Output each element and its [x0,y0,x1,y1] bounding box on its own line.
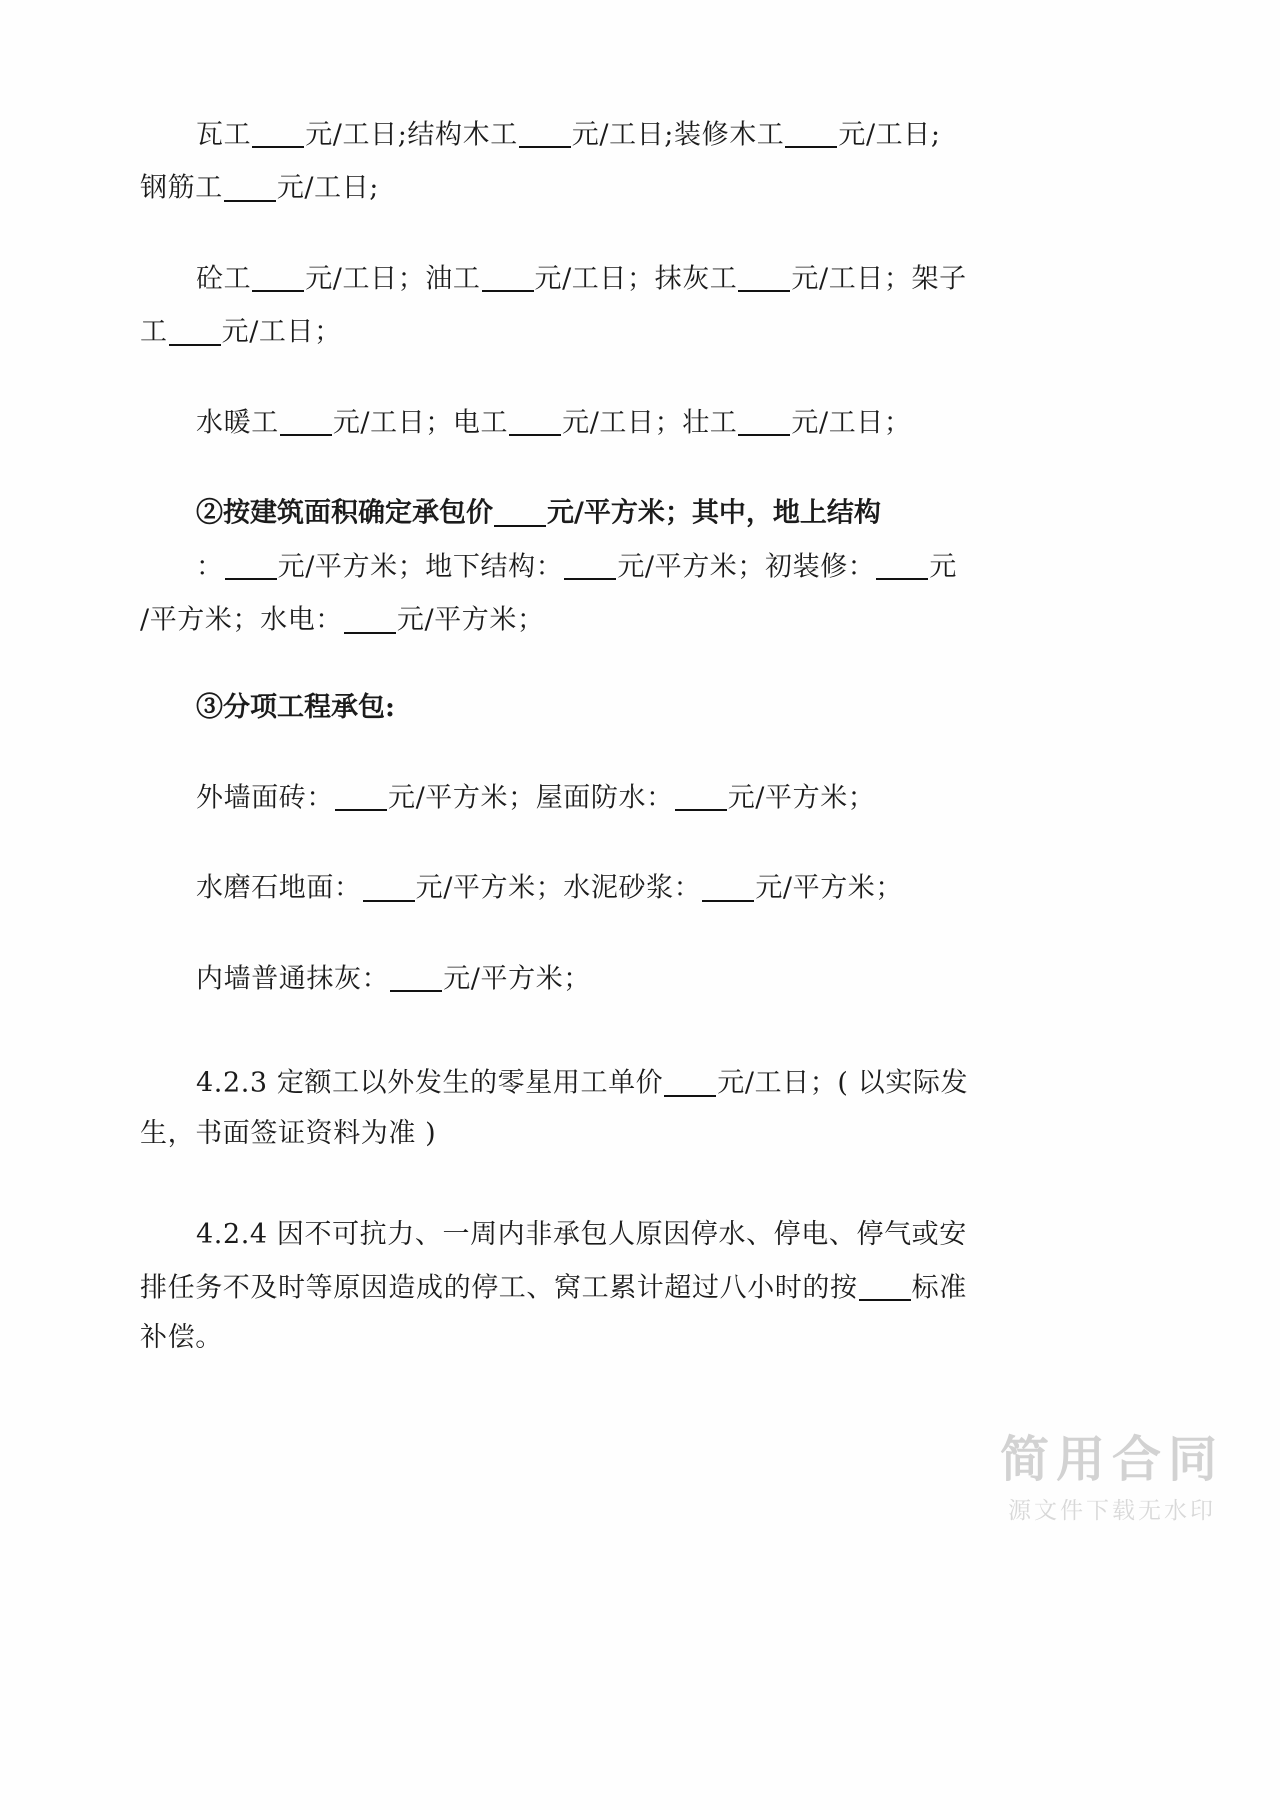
document-body [0,118,1280,1354]
text-line [140,781,1140,814]
paragraph-spacer [140,202,1140,262]
label-clause-424-standard: 标准 [911,1272,967,1304]
label-unit-per-workday-2: 元/工日; [276,172,380,204]
blank-field-compensation-standard[interactable] [859,1271,911,1301]
paragraph-spacer [140,1147,1140,1221]
blank-field-electrician[interactable] [509,406,561,436]
blank-field-interior-wall-plaster[interactable] [390,962,442,992]
paragraph-spacer [140,346,1140,406]
label-plasterer: 元/工日；抹灰工 [534,263,738,295]
label-clause-423-text: 4.2.3 定额工以外发生的零星用工单价 [196,1067,664,1099]
label-scaffolder-end: 工 [140,316,168,348]
blank-field-finish-carpenter[interactable] [785,118,837,148]
label-unit-per-sqm-3: 元/平方米； [755,872,904,904]
label-roof-waterproofing: 元/平方米；屋面防水： [388,782,674,814]
label-concrete-worker: 砼工 [196,263,252,295]
label-terrazzo-floor: 水磨石地面： [196,872,362,904]
watermark-brand: 简用合同 [999,1430,1224,1488]
blank-field-water-electric[interactable] [344,603,396,633]
paragraph-spacer [140,634,1140,694]
paragraph-spacer [140,436,1140,496]
label-tile-worker: 瓦工 [196,119,252,151]
label-scaffolder-start: 元/工日；架子 [791,263,967,295]
text-line [140,1218,1140,1250]
text-line [140,315,1140,348]
label-clause-423-tail: 元/工日；( 以实际发 [717,1067,969,1099]
label-painter: 元/工日；油工 [305,263,481,295]
text-line [140,550,1140,583]
label-unit-per-sqm-4: 元/平方米； [443,963,591,995]
label-item-2-heading: ②按建筑面积确定承包价 [196,497,493,529]
paragraph-item-3-line-1 [140,781,1140,814]
label-clause-424-line-2: 排任务不及时等原因造成的停工、窝工累计超过八小时的按 [140,1272,858,1304]
label-item-2-above-ground: 元/平方米；其中，地上结构 [547,497,881,529]
label-cement-mortar: 元/平方米；水泥砂浆： [415,872,702,904]
text-line: 生，书面签证资料为准 ) [140,1117,437,1149]
text-line [140,171,1140,204]
label-unit-per-workday-1: 元/工日; [838,119,941,151]
paragraph-clause-424 [140,1218,1140,1354]
paragraph-spacer [140,902,1140,962]
text-line [140,1066,1140,1099]
label-above-ground-colon: ： [196,551,224,583]
label-basic-decoration: 元/平方米；初装修： [617,551,876,583]
paragraph-item-2 [140,496,1140,636]
paragraph-labor-rates-3 [140,406,1140,439]
paragraph-clause-423 [140,1066,1140,1149]
label-unit-per-workday-4: 元/工日； [791,407,912,439]
blank-field-contract-price-per-sqm[interactable] [494,496,546,526]
blank-field-structural-carpenter[interactable] [519,118,571,148]
label-clause-424-line-1: 4.2.4 因不可抗力、一周内非承包人原因停水、停电、停气或安 [196,1218,967,1250]
text-line [140,691,1140,723]
blank-field-plasterer[interactable] [738,262,790,292]
label-unit-yuan: 元 [929,551,958,583]
watermark-note: 源文件下载无水印 [1007,1497,1216,1524]
label-below-ground: 元/平方米；地下结构： [277,551,564,583]
text-line [140,871,1140,904]
label-electrician: 元/工日；电工 [332,407,509,439]
label-structural-carpenter: 元/工日;结构木工 [305,119,518,151]
blank-field-below-ground-structure[interactable] [564,550,616,580]
blank-field-painter[interactable] [482,262,534,292]
blank-field-plumbing-heating-worker[interactable] [280,406,332,436]
paragraph-labor-rates-2 [140,262,1140,346]
watermark [999,1430,1224,1524]
label-plumbing-heating-worker: 水暖工 [196,407,279,439]
label-rebar-worker: 钢筋工 [140,172,223,204]
blank-field-above-ground-structure[interactable] [225,550,277,580]
text-line [140,496,1140,529]
label-unit-per-workday-3: 元/工日； [221,316,342,348]
text-line [140,603,1140,636]
blank-field-concrete-worker[interactable] [252,262,304,292]
label-interior-wall-plaster: 内墙普通抹灰： [196,963,390,995]
paragraph-item-3-line-2 [140,871,1140,904]
blank-field-tile-worker[interactable] [252,118,304,148]
text-line [140,406,1140,439]
paragraph-item-3-line-3 [140,962,1140,995]
label-general-laborer: 元/工日；壮工 [562,407,738,439]
text-line [140,262,1140,295]
paragraph-spacer [140,811,1140,871]
blank-field-general-laborer[interactable] [738,406,790,436]
label-finish-carpenter: 元/工日;装修木工 [571,119,785,151]
blank-field-basic-decoration[interactable] [876,550,928,580]
paragraph-spacer [140,992,1140,1066]
paragraph-item-3-heading [140,691,1140,723]
text-line [140,962,1140,995]
blank-field-roof-waterproofing[interactable] [675,781,727,811]
text-line [140,118,1140,151]
blank-field-odd-job-unit-price[interactable] [664,1066,716,1096]
label-water-electric: /平方米；水电： [140,604,343,636]
label-exterior-wall-tile: 外墙面砖： [196,782,334,814]
label-unit-per-sqm-2: 元/平方米； [727,782,876,814]
blank-field-exterior-wall-tile[interactable] [335,781,387,811]
blank-field-rebar-worker[interactable] [224,171,276,201]
text-line [140,1271,1140,1304]
paragraph-spacer [140,721,1140,781]
blank-field-scaffolder[interactable] [169,315,221,345]
blank-field-terrazzo-floor[interactable] [363,871,415,901]
paragraph-labor-rates-1 [140,118,1140,202]
text-line: 补偿。 [140,1322,223,1354]
blank-field-cement-mortar[interactable] [702,871,754,901]
label-item-3-heading: ③分项工程承包: [196,691,395,723]
label-unit-per-sqm-1: 元/平方米； [396,604,545,636]
